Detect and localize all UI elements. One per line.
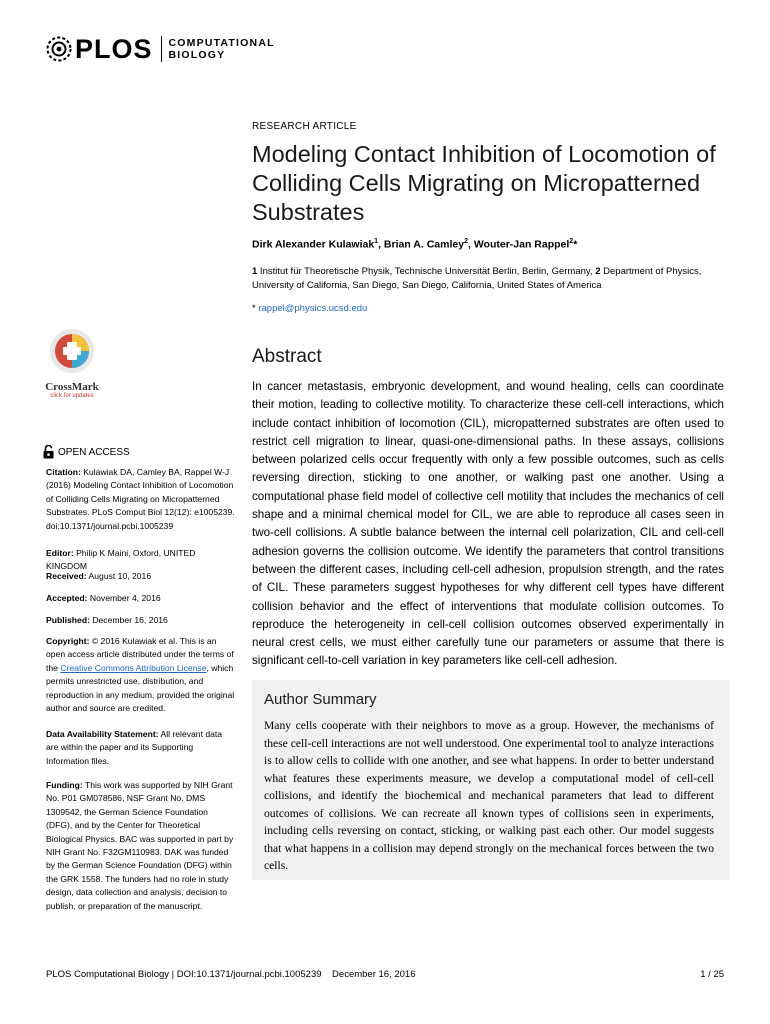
crossmark-label: CrossMark xyxy=(45,381,99,393)
citation-text: Kulawiak DA, Camley BA, Rappel W-J (2016) Modeling Contact Inhibition of Locomotion of Colliding Cells Migrating on Micropatterned Substrates. PLoS Comput Biol 12(12): e1005239. doi:10.1371/journal.pcbi.1005239 xyxy=(46,467,235,531)
published-date xyxy=(46,614,236,627)
data-availability-label: Data Availability Statement: xyxy=(46,729,159,739)
open-access-badge xyxy=(43,445,130,459)
article-title: Modeling Contact Inhibition of Locomotion of Colliding Cells Migrating on Micropatterned Substrates xyxy=(252,141,716,225)
license-link[interactable]: Creative Commons Attribution License xyxy=(60,662,207,673)
open-lock-icon xyxy=(43,445,54,459)
corresponding-author-marker: * xyxy=(573,238,578,251)
plos-logo-icon xyxy=(46,36,72,62)
author-affiliation-marker: 2 xyxy=(569,238,574,245)
author-summary-box xyxy=(252,680,730,880)
open-access-label: OPEN ACCESS xyxy=(58,446,130,458)
accepted-label: Accepted: xyxy=(46,593,88,603)
copyright-notice xyxy=(46,635,236,715)
correspondence xyxy=(252,303,367,314)
received-text: August 10, 2016 xyxy=(86,571,152,581)
author-separator: , xyxy=(467,238,474,251)
author-name[interactable]: Brian A. Camley xyxy=(383,238,465,251)
affiliations xyxy=(252,265,732,293)
crossmark-sublabel: click for updates xyxy=(50,393,94,399)
crossmark-icon xyxy=(49,328,95,374)
funding-label: Funding: xyxy=(46,780,83,790)
accepted-date xyxy=(46,592,236,605)
citation xyxy=(46,466,236,533)
abstract-body: In cancer metastasis, embryonic development, and wound healing, cells can coordinate their motion, leading to collective motility. To characterize these cell-cell interactions, which include contact inhibition of locomotion (CIL), micropatterned substrates are often used to restrict cell migration to linear, quasi-one-dimensional paths. In these assays, collisions between polarized cells occur frequently with only a few possible outcomes, such as cells reversing direction, sticking to one another, or walking past one another. Using a computational phase field model of collective cell motility that includes the mechanics of cell shape and a minimal chemical model for CIL, we are able to reproduce all cases seen in two-cell collisions. A subtle balance between the internal cell polarization, CIL and cell-cell adhesion governs the collision outcome. We identify the parameters that control transitions between the different cases, including cell-cell adhesion, propulsion strength, and the rates of CIL. These parameters suggest hypotheses for why different cell types have different collision behavior and the effect of interventions that modulate collision outcomes. To reproduce the heterogeneity in cell-cell collision outcomes observed experimentally in neural crest cells, we must either carefully tune our parameters or assume that there is significant cell-to-cell variation in key parameters like cell-cell adhesion. xyxy=(252,380,724,668)
article-type: RESEARCH ARTICLE xyxy=(252,121,357,132)
copyright-text: , which permits unrestricted use, distribution, and reproduction in any medium, provided the original author and source are credited. xyxy=(46,662,235,714)
correspondence-marker: * xyxy=(252,303,259,314)
author-affiliation-marker: 1 xyxy=(374,238,379,245)
published-text: December 16, 2016 xyxy=(89,615,168,625)
received-label: Received: xyxy=(46,571,87,581)
data-availability-statement xyxy=(46,728,236,768)
author-name[interactable]: Wouter-Jan Rappel xyxy=(473,238,570,251)
author-list xyxy=(252,238,577,251)
journal-logo[interactable] xyxy=(46,36,275,62)
funding-text: This work was supported by NIH Grant No. P01 GM078586, NSF Grant No. DMS 1309542, the German Science Foundation (DFG), and by the Center for Theoretical Biological Physics. BAC was supported in part by NIH Grant No. F32GM110983. DAK was funded by the German Science Foundation (DFG) within the GRK 1558. The funders had no role in study design, data collection and analysis, decision to publish, or preparation of the manuscript. xyxy=(46,780,234,911)
editor-text: Philip K Maini, Oxford, UNITED KINGDOM xyxy=(46,548,196,572)
accepted-text: November 4, 2016 xyxy=(87,593,161,603)
author-summary-heading: Author Summary xyxy=(264,691,377,708)
editor-label: Editor: xyxy=(46,548,74,558)
affiliation-text: Institut für Theoretische Physik, Technische Universität Berlin, Berlin, Germany, xyxy=(257,266,596,277)
published-label: Published: xyxy=(46,615,90,625)
author-separator: , xyxy=(378,238,384,251)
author-summary-body: Many cells cooperate with their neighbors to move as a group. However, the mechanisms of these cell-cell interactions are not well understood. One experimental tool to analyze interactions is to allow cells to collide with one another, and see what happens. In order to better understand what features these experiments measure, we develop a computational model of cell-cell collisions, and identify the biochemical and mechanical parameters that lead to different outcomes of collisions. We can recreate all known types of collisions seen in experiments, including cells reversing on contact, sticking, or walking past each other. Our model suggests that what happens in a collision may depend strongly on the mechanical forces between the two cells. xyxy=(264,719,714,872)
crossmark-badge[interactable] xyxy=(40,328,104,400)
journal-name-line2: BIOLOGY xyxy=(168,49,226,61)
author-name[interactable]: Dirk Alexander Kulawiak xyxy=(252,238,375,251)
affiliation-text: Department of Physics, University of California, San Diego, San Diego, California, United States of America xyxy=(252,266,702,291)
funding-statement xyxy=(46,779,236,913)
author-affiliation-marker: 2 xyxy=(464,238,468,245)
page-number: 1 / 25 xyxy=(700,969,724,980)
journal-name-line1: COMPUTATIONAL xyxy=(168,37,275,49)
citation-label: Citation: xyxy=(46,467,81,477)
copyright-text: © 2016 Kulawiak et al. This is an open access article distributed under the terms of the xyxy=(46,636,234,673)
email-link[interactable]: rappel@physics.ucsd.edu xyxy=(258,303,368,314)
affiliation-number: 1 xyxy=(252,266,258,277)
abstract-heading: Abstract xyxy=(252,346,322,367)
logo-divider xyxy=(161,36,162,62)
page-footer-citation: PLOS Computational Biology | DOI:10.1371/journal.pcbi.1005239 December 16, 2016 xyxy=(46,969,416,980)
journal-name xyxy=(169,37,275,61)
copyright-label: Copyright: xyxy=(46,636,90,646)
data-availability-text: All relevant data are within the paper and its Supporting Information files. xyxy=(46,729,223,766)
received-date xyxy=(46,570,236,583)
plos-wordmark: PLOS xyxy=(75,34,153,64)
affiliation-number: 2 xyxy=(595,266,601,277)
